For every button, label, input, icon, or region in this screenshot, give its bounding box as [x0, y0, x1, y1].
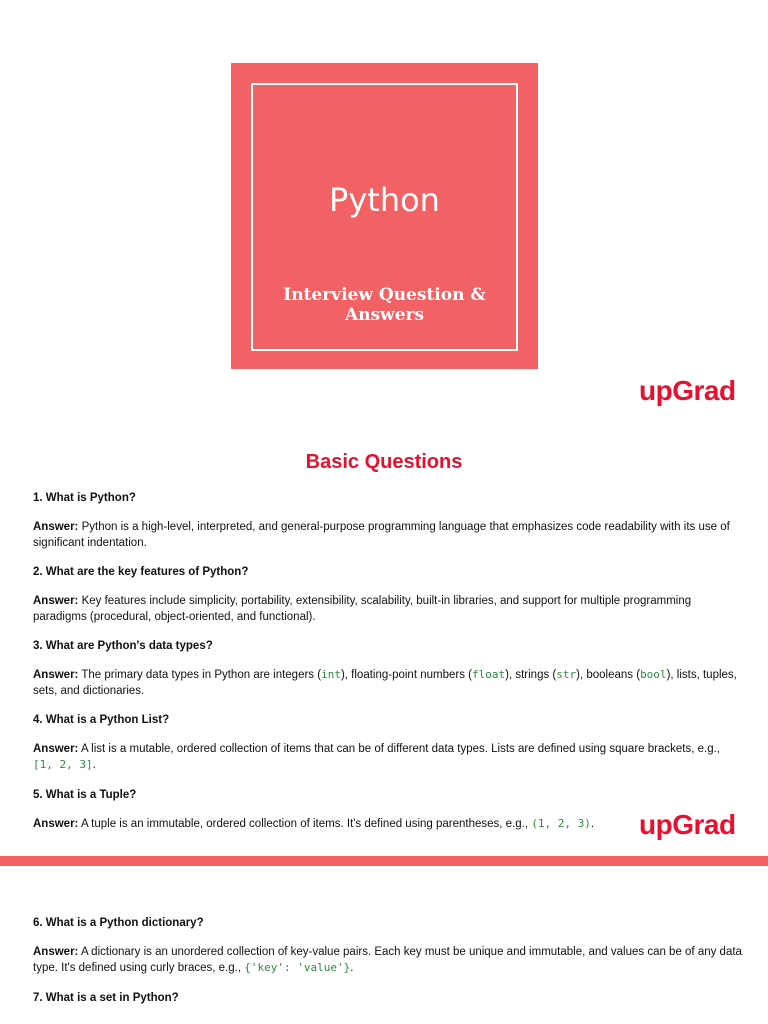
question: 4. What is a Python List?	[33, 714, 170, 726]
answer-tail: .	[350, 962, 354, 974]
question: 7. What is a set in Python?	[33, 992, 179, 1004]
code-float: float	[472, 668, 506, 681]
answer	[33, 741, 743, 773]
qa-item-7	[33, 990, 743, 1006]
answer	[33, 944, 743, 976]
answer-label: Answer:	[33, 818, 79, 830]
answer-text: A dictionary is an unordered collection of key-value pairs. Each key must be unique and immutable, and values can be of any data type. It's defined using curly braces, e.g.,	[33, 946, 742, 974]
answer-tail: .	[92, 759, 96, 771]
cover-subtitle-line1: Interview Question &	[283, 285, 486, 305]
answer-label: Answer:	[33, 669, 79, 681]
code-str: str	[556, 668, 577, 681]
answer-label: Answer:	[33, 521, 79, 533]
answer-text: The primary data types in Python are integers (	[81, 669, 322, 681]
cover-subtitle	[231, 285, 538, 325]
answer	[33, 593, 743, 625]
answer-text: A tuple is an immutable, ordered collection of items. It's defined using parentheses, e.g.,	[80, 818, 529, 830]
question: 1. What is Python?	[33, 492, 136, 504]
answer-text: ), lists, tuples, sets, and dictionaries.	[33, 669, 737, 697]
code-example: [1, 2, 3]	[33, 758, 93, 771]
code-example: (1, 2, 3)	[531, 817, 591, 830]
qa-item-1	[33, 490, 743, 551]
qa-item-4	[33, 712, 743, 773]
question: 2. What are the key features of Python?	[33, 566, 249, 578]
qa-item-3	[33, 638, 743, 699]
qa-item-6	[33, 915, 743, 976]
section-title: Basic Questions	[305, 451, 463, 473]
answer-label: Answer:	[33, 595, 79, 607]
answer	[33, 816, 623, 832]
cover-title: Python	[329, 181, 440, 219]
answer-tail: .	[590, 818, 595, 830]
cover-subtitle-line2: Answers	[344, 305, 425, 325]
answer-text: Python is a high-level, interpreted, and general-purpose programming language that emphasizes code readability with its use of significant indentation.	[33, 521, 730, 549]
answer-label: Answer:	[33, 946, 79, 958]
page-divider	[0, 856, 768, 866]
cover-block	[231, 63, 538, 369]
answer-text: Key features include simplicity, portability, extensibility, scalability, built-in libraries, and support for multiple programming paradigms (procedural, object-oriented, and functional).	[33, 595, 692, 623]
answer-text: ), booleans (	[576, 669, 641, 681]
answer	[33, 519, 743, 551]
code-int: int	[321, 668, 341, 681]
answer-text: ), strings (	[505, 669, 557, 681]
answer-text: A list is a mutable, ordered collection of items that can be of different data types. Lists are defined using square brackets, e.g.,	[80, 743, 720, 755]
document-page-2	[0, 866, 768, 1024]
question: 6. What is a Python dictionary?	[33, 917, 204, 929]
answer	[33, 667, 743, 699]
upgrad-logo: upGrad	[639, 809, 736, 840]
qa-item-5	[33, 787, 623, 832]
question: 3. What are Python's data types?	[33, 640, 213, 652]
answer-text: ), floating-point numbers (	[340, 669, 472, 681]
upgrad-logo: upGrad	[639, 375, 736, 406]
qa-item-2	[33, 564, 743, 625]
answer-label: Answer:	[33, 743, 79, 755]
code-example: {'key': 'value'}	[244, 961, 351, 974]
code-bool: bool	[640, 668, 667, 681]
question: 5. What is a Tuple?	[33, 789, 137, 801]
